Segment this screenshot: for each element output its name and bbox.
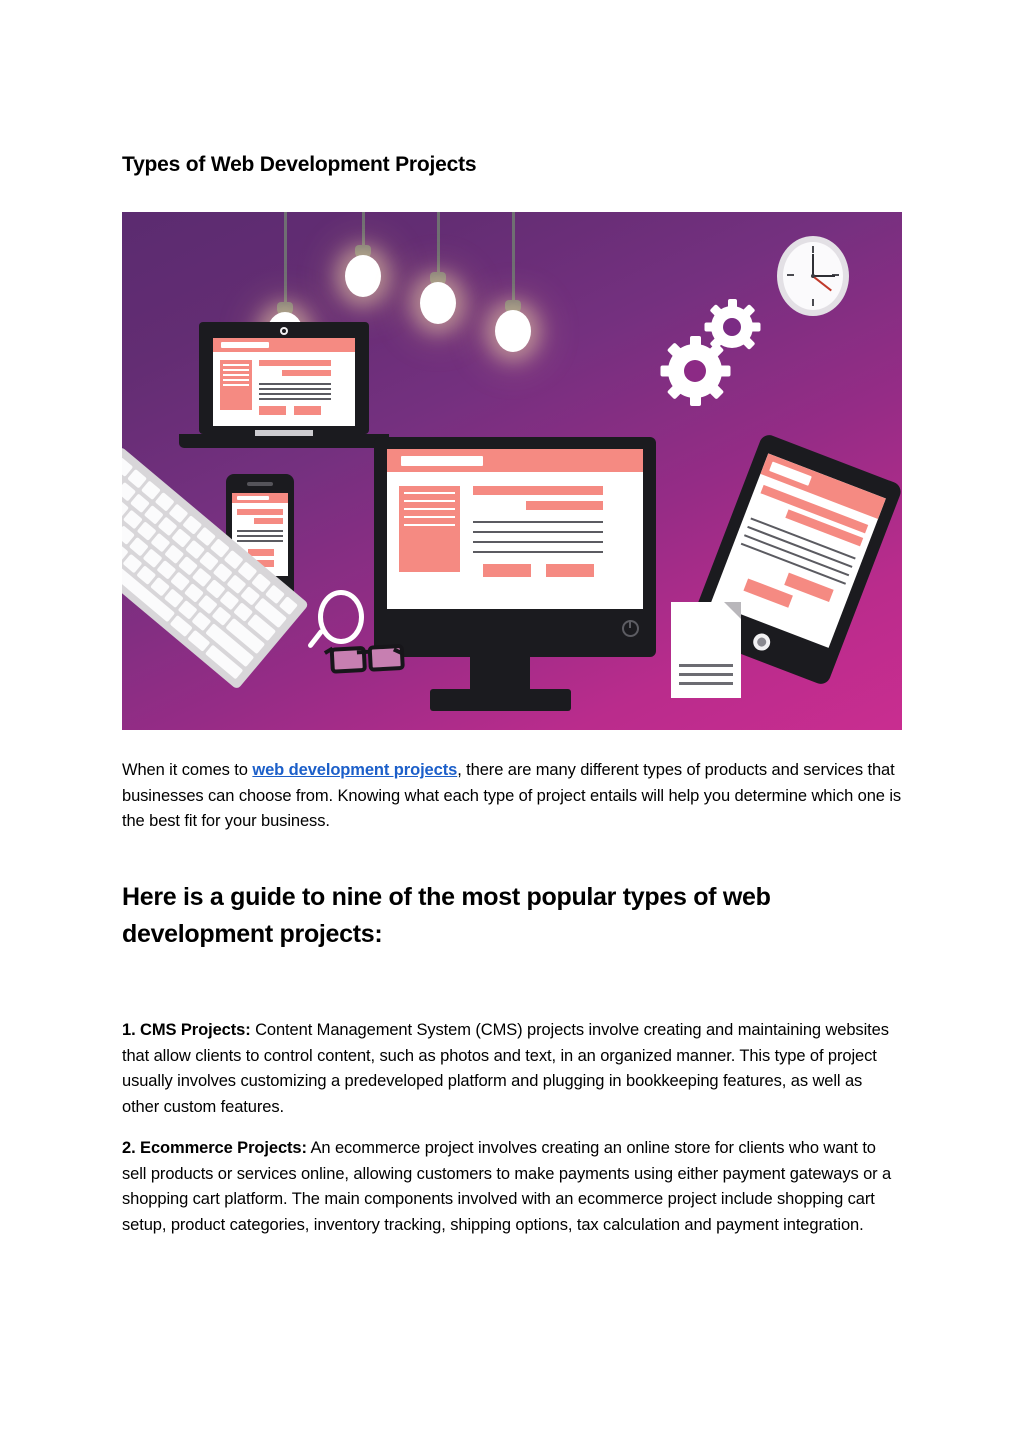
item-body-text: Content Management System (CMS) projects involve creating and maintaining websites that allow clients to control content, such as photos and text, in an organized manner. This type of project usually involves customizing a predeveloped platform and plugging in bookkeeping features, as well as other custom features. xyxy=(122,1020,889,1116)
hero-illustration xyxy=(122,212,902,730)
bulb-cord xyxy=(362,212,365,247)
bulb-cord xyxy=(284,212,287,304)
web-development-projects-link[interactable]: web development projects xyxy=(252,761,458,780)
spacer-intro-guide xyxy=(122,835,902,879)
phone-speaker-icon xyxy=(247,482,273,486)
spacer-title-image xyxy=(122,178,902,212)
guide-heading: Here is a guide to nine of the most popular types of web development projects: xyxy=(122,882,771,949)
list-item xyxy=(122,1018,902,1120)
intro-text-after: , there are many different types of products and services that businesses can choose from. Knowing what each type of project entails will help you determine which one is the best fit for your business. xyxy=(122,761,902,831)
intro-text-before: When it comes to xyxy=(122,761,253,780)
light-bulb-icon xyxy=(420,282,456,324)
item-lead-label: 1. CMS Projects: xyxy=(122,1020,251,1039)
item-body-text: An ecommerce project involves creating an online store for clients who want to sell products or services online, allowing customers to make payments using either payment gateways or a shopping cart platform. The main components involved with an ecommerce project include shopping cart setup, product categories, inventory tracking, shipping options, tax calculation and payment integration. xyxy=(122,1139,892,1234)
bulb-cord xyxy=(437,212,440,274)
spacer-between-items xyxy=(122,1120,902,1136)
intro-paragraph xyxy=(122,758,902,835)
laptop-screen xyxy=(213,338,355,426)
spacer-image-intro xyxy=(122,730,902,758)
list-item xyxy=(122,1136,902,1238)
page-title: Types of Web Development Projects xyxy=(122,153,477,176)
document-content xyxy=(122,0,902,1238)
gear-large xyxy=(664,340,726,402)
bulb-cord xyxy=(512,212,515,302)
item-lead-label: 2. Ecommerce Projects: xyxy=(122,1139,307,1158)
spacer-guide-items xyxy=(122,954,902,1018)
monitor-screen xyxy=(387,449,643,609)
light-bulb-icon xyxy=(495,310,531,352)
light-bulb-icon xyxy=(345,255,381,297)
eyeglasses-icon xyxy=(327,638,400,670)
